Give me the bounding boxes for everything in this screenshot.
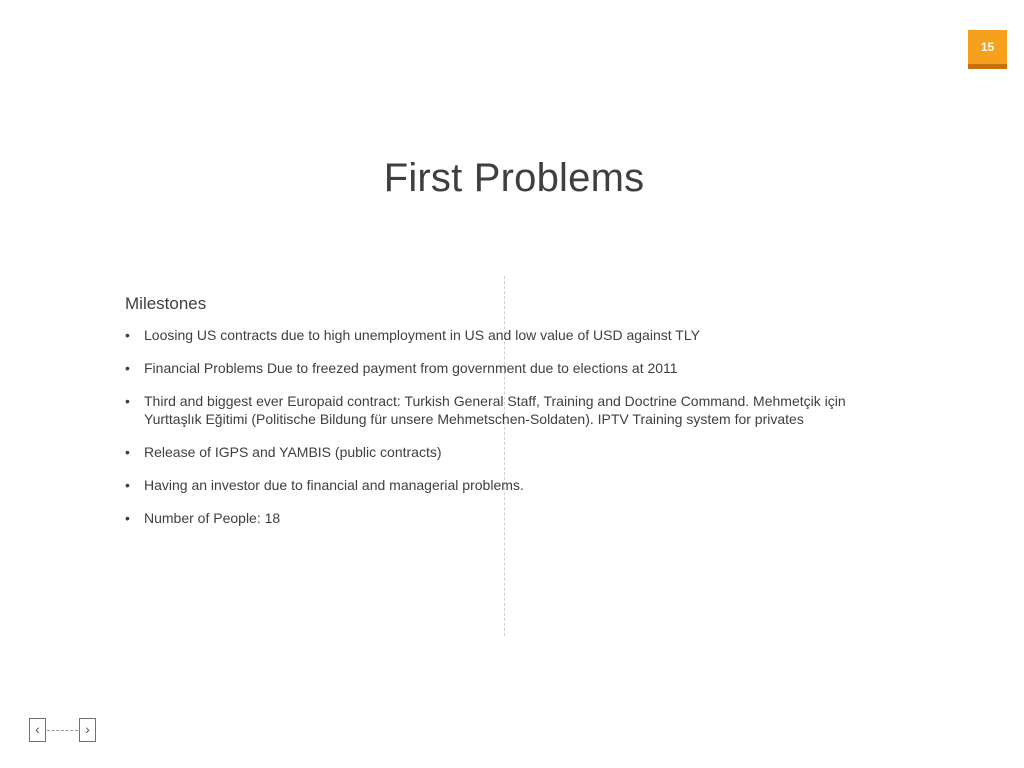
bullet-text: Third and biggest ever Europaid contract: Turkish General Staff, Training and Doctrine Command. Mehmetçik için Yurttaşlık Eğitimi (Politische Bildung für unsere Mehmetschen-Soldaten). IPTV Training system for privates <box>144 393 846 427</box>
bullet-icon: • <box>125 327 130 343</box>
chevron-right-icon: › <box>85 721 90 737</box>
bullet-list <box>125 326 885 527</box>
slide-navigation <box>29 718 99 744</box>
bullet-text: Release of IGPS and YAMBIS (public contracts) <box>144 444 442 460</box>
bullet-text: Having an investor due to financial and managerial problems. <box>144 477 524 493</box>
bullet-item <box>125 359 885 377</box>
next-slide-button[interactable] <box>79 718 96 742</box>
slide-title: First Problems <box>383 156 645 200</box>
bullet-icon: • <box>125 477 130 493</box>
page-number-badge: 15 <box>968 30 1007 69</box>
bullet-text: Loosing US contracts due to high unemployment in US and low value of USD against TLY <box>144 327 700 343</box>
bullet-icon: • <box>125 510 130 526</box>
bullet-item <box>125 326 885 344</box>
bullet-icon: • <box>125 444 130 460</box>
bullet-text: Number of People: 18 <box>144 510 281 526</box>
bullet-item <box>125 443 885 461</box>
bullet-icon: • <box>125 360 130 376</box>
bullet-icon: • <box>125 393 130 409</box>
bullet-item <box>125 509 885 527</box>
section-heading: Milestones <box>125 294 207 313</box>
chevron-left-icon: ‹ <box>35 721 40 737</box>
previous-slide-button[interactable] <box>29 718 46 742</box>
bullet-item <box>125 392 885 428</box>
bullet-text: Financial Problems Due to freezed payment from government due to elections at 2011 <box>144 360 678 376</box>
navigation-divider <box>47 730 78 731</box>
bullet-item <box>125 476 885 494</box>
slide-content <box>125 294 885 542</box>
